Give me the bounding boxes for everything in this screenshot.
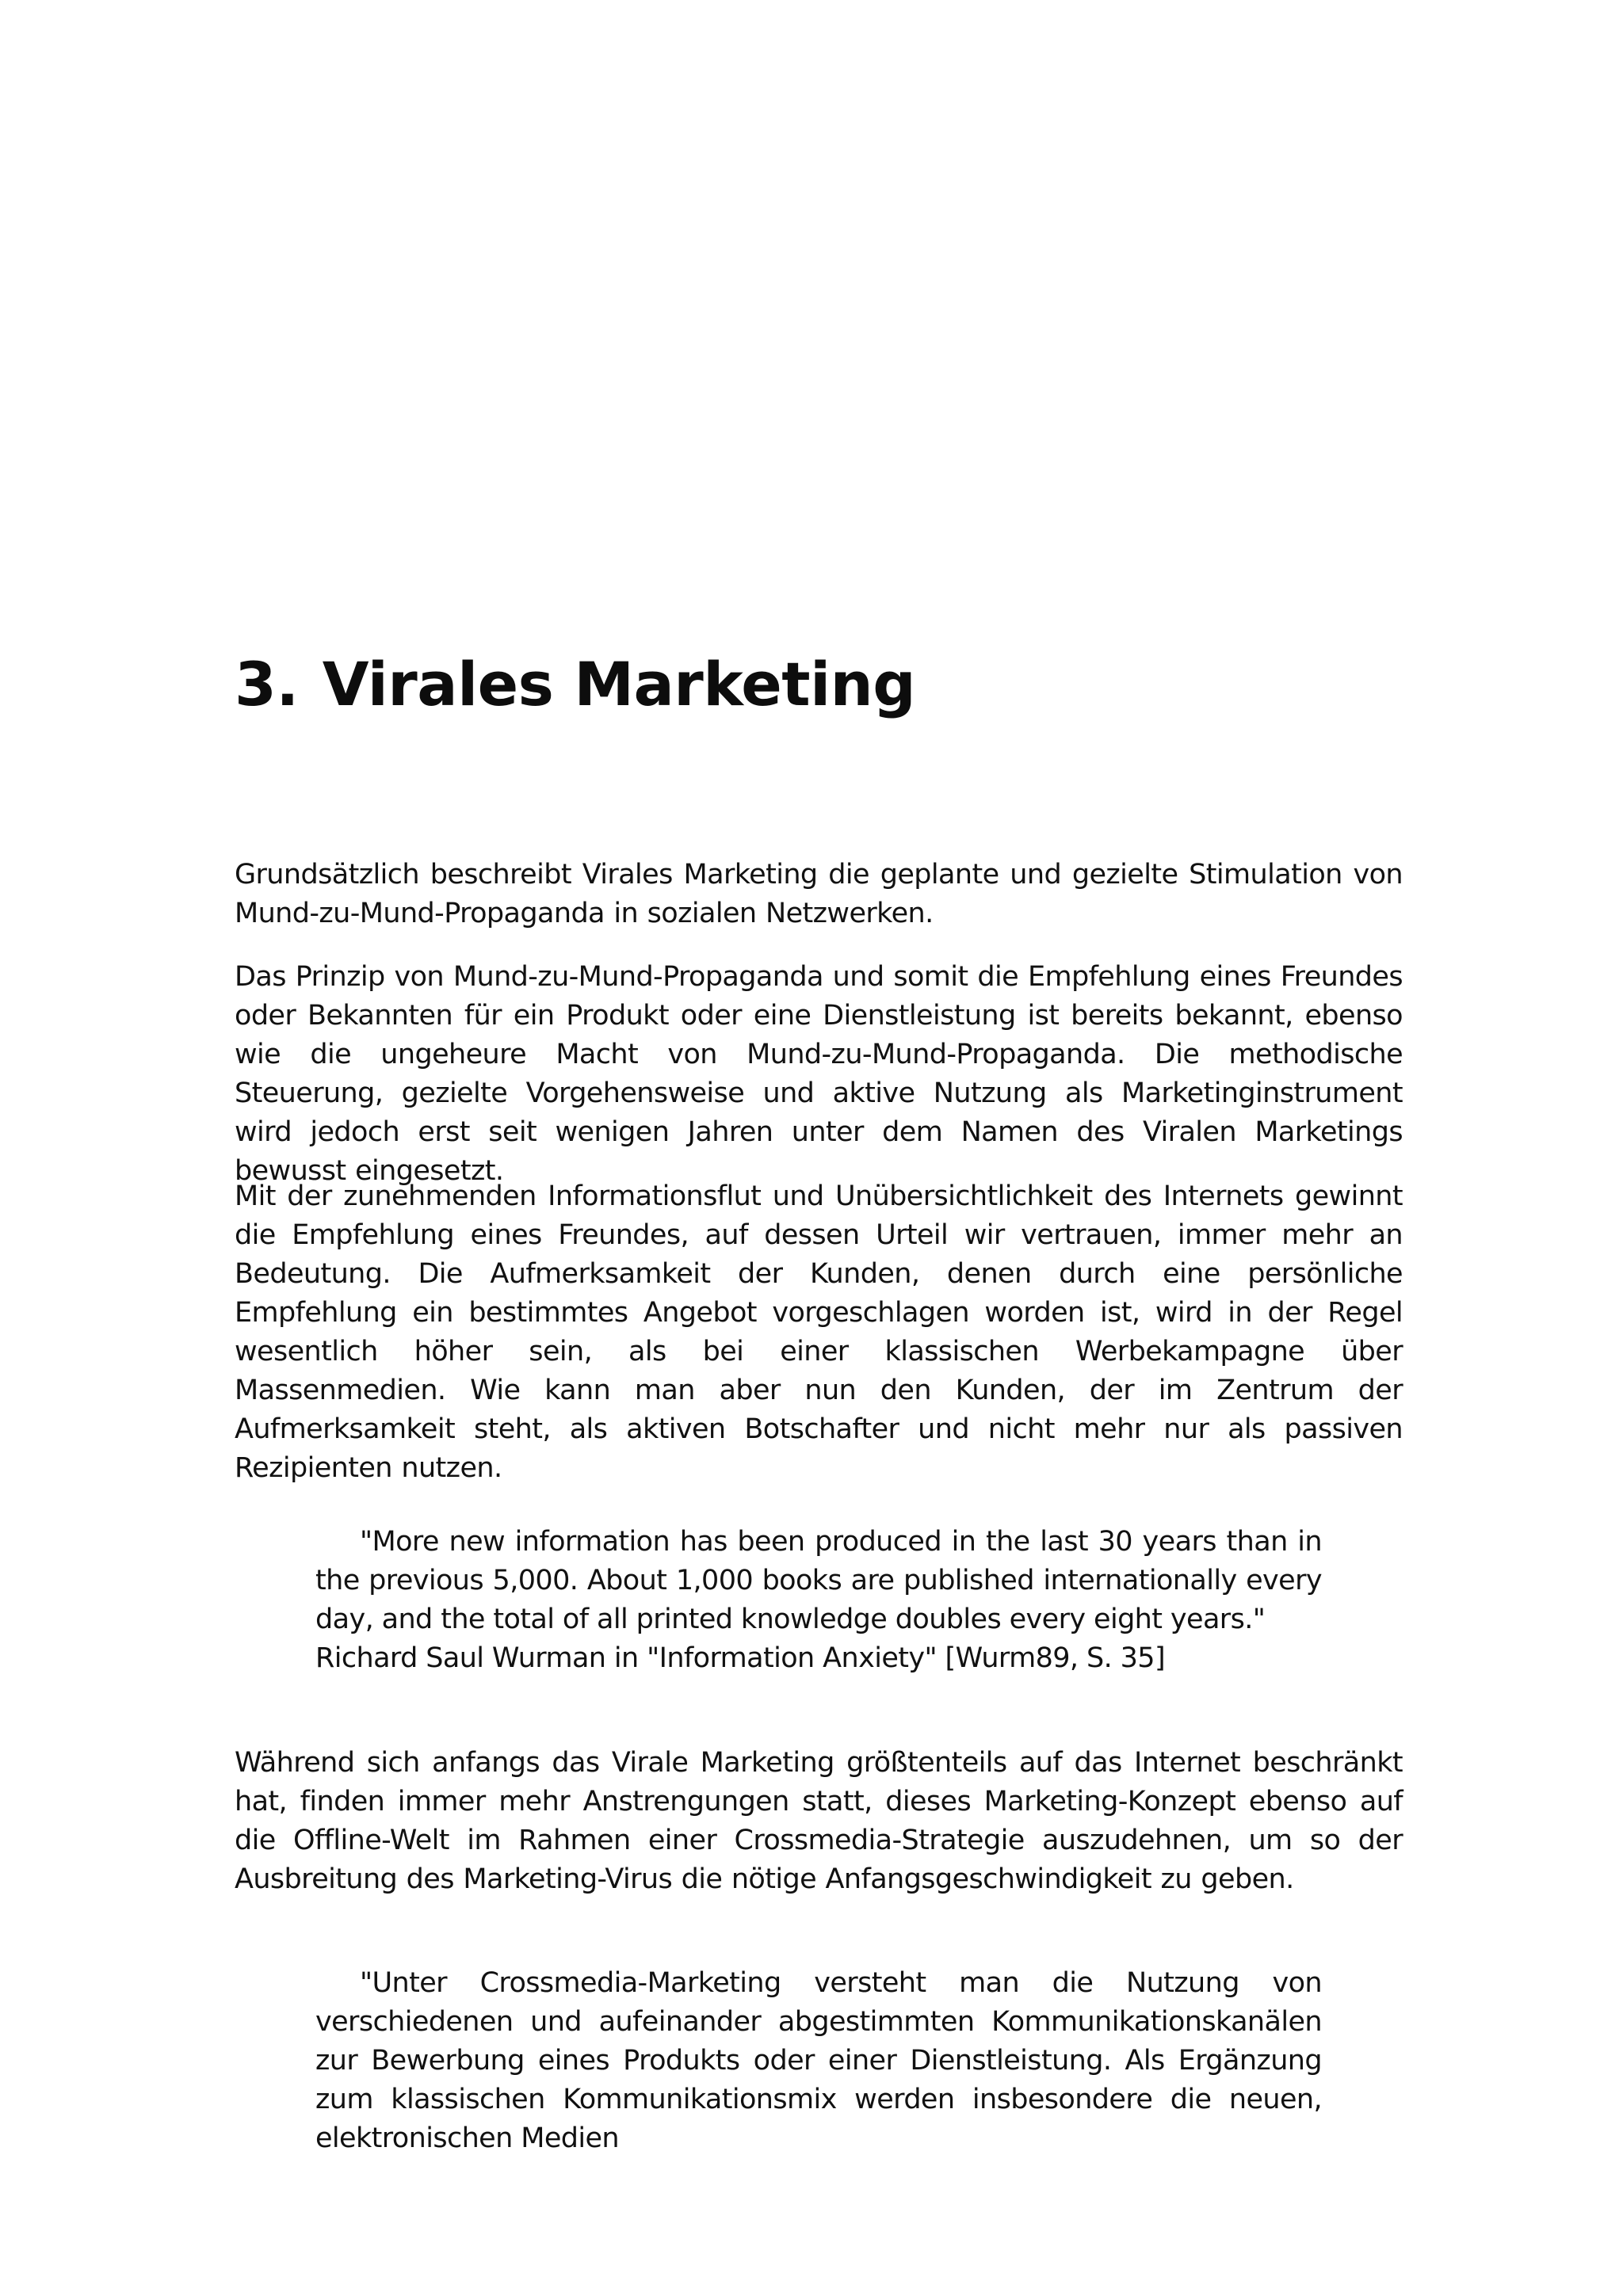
chapter-title <box>235 651 915 718</box>
paragraph-information-flood: Mit der zunehmenden Informationsflut und Unübersichtlichkeit des Internets gewinnt die Empfehlung eines Freundes, auf dessen Urteil wir vertrauen, immer mehr an Bedeutung. Die Aufmerksamkeit der Kunden, denen durch eine persönliche Empfehlung ein bestimmtes Angebot vorgeschlagen worden ist, wird in der Regel wesentlich höher sein, als bei einer klassischen Werbekampagne über Massenmedien. Wie kann man aber nun den Kunden, der im Zentrum der Aufmerksamkeit steht, als aktiven Botschafter und nicht mehr nur als passiven Rezipienten nutzen. <box>235 1180 1403 1484</box>
quote-crossmedia-text: "Unter Crossmedia-Marketing versteht man die Nutzung von verschiedenen und aufeinander abgestimmten Kommunikationskanälen zur Bewerbung eines Produkts oder einer Dienstleistung. Als Ergänzung zum klassischen Kommunikationsmix werden insbesondere die neuen, elektronischen Medien <box>315 1967 1322 2154</box>
quote-wurman-text: "More new information has been produced in the last 30 years than in the previous 5,000. About 1,000 books are published internationally every day, and the total of all printed knowledge doubles every eight years." <box>315 1526 1322 1635</box>
quote-crossmedia <box>315 1964 1322 2158</box>
chapter-title-text: Virales Marketing <box>322 649 916 719</box>
quote-wurman <box>315 1523 1322 1678</box>
paragraph-principle: Das Prinzip von Mund-zu-Mund-Propaganda und somit die Empfehlung eines Freundes oder Bekannten für ein Produkt oder eine Dienstleistung ist bereits bekannt, ebenso wie die ungeheure Macht von Mund-zu-Mund-Propaganda. Die methodische Steuerung, gezielte Vorgehensweise und aktive Nutzung als Marketinginstrument wird jedoch erst seit wenigen Jahren unter dem Namen des Viralen Marketings bewusst eingesetzt. <box>235 961 1403 1187</box>
chapter-number: 3. <box>235 649 299 719</box>
paragraph-crossmedia: Während sich anfangs das Virale Marketing größtenteils auf das Internet beschränkt hat, finden immer mehr Anstrengungen statt, dieses Marketing-Konzept ebenso auf die Offline-Welt im Rahmen einer Crossmedia-Strategie auszudehnen, um so der Ausbreitung des Marketing-Virus die nötige Anfangsgeschwindigkeit zu geben. <box>235 1747 1403 1895</box>
quote-wurman-source: Richard Saul Wurman in "Information Anxiety" [Wurm89, S. 35] <box>315 1642 1166 1674</box>
paragraph-intro: Grundsätzlich beschreibt Virales Marketing die geplante und gezielte Stimulation von Mund-zu-Mund-Propaganda in sozialen Netzwerken. <box>235 859 1403 929</box>
